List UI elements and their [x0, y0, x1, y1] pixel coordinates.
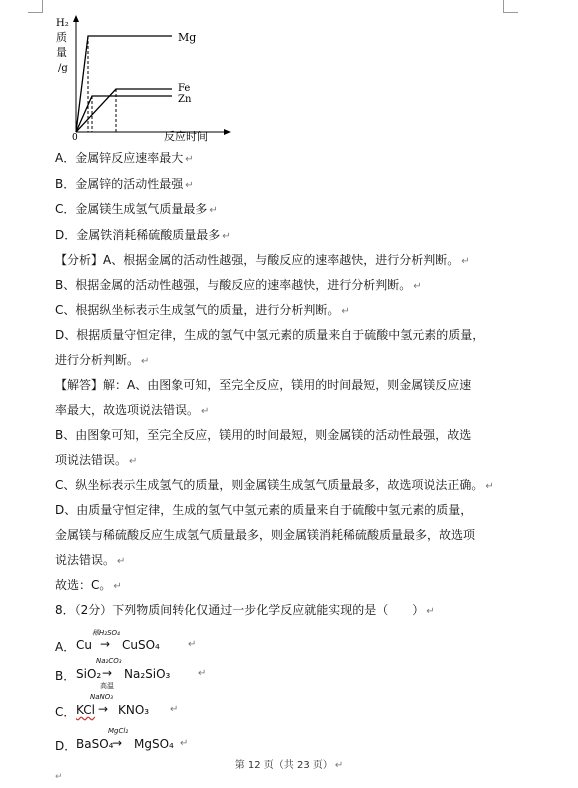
q7-option-b: B．金属锌的活动性最强 ↵	[55, 177, 194, 191]
mg-curve	[76, 36, 172, 132]
solution-line-3: B、由图象可知，至完全反应，镁用的时间最短，则金属镁的活动性最强，故选	[55, 428, 472, 442]
y-axis-label-3: 量	[56, 46, 67, 59]
x-axis-label: 反应时间	[164, 130, 208, 142]
solution-line-2: 率最大，故选项说法错误。 ↵	[55, 403, 210, 417]
q7-option-c: C．金属镁生成氢气质量最多 ↵	[55, 202, 218, 216]
origin-label: 0	[72, 133, 78, 142]
solution-line-8: 说法错误。 ↵	[55, 553, 126, 567]
analysis-line-1: 【分析】A、根据金属的活动性越强，与酸反应的速率越快，进行分析判断。 ↵	[55, 253, 470, 267]
q7-option-d: D．金属铁消耗稀硫酸质量最多 ↵	[55, 228, 231, 242]
solution-heading: 【解答】	[55, 378, 104, 392]
analysis-line-2: B、根据金属的活动性越强，与酸反应的速率越快，进行分析判断。 ↵	[55, 278, 422, 292]
analysis-line-3: C、根据纵坐标表示生成氢气的质量，进行分析判断。 ↵	[55, 303, 350, 317]
y-axis-label-2: 质	[56, 31, 67, 44]
series-label-fe: Fe	[178, 83, 191, 94]
crop-mark-top-left	[28, 0, 43, 13]
analysis-heading: 【分析】	[55, 253, 104, 267]
y-axis-label-1: H₂	[56, 18, 69, 29]
solution-line-5: C、纵坐标表示生成氢气的质量，则金属镁生成氢气质量最多，故选项说法正确。 ↵	[55, 478, 494, 492]
analysis-line-4: D、根据质量守恒定律，生成的氢气中氢元素的质量来自于硫酸中氢元素的质量，	[55, 328, 485, 342]
page-footer: 第 12 页（共 23 页） ↵	[234, 760, 344, 771]
zn-curve	[76, 96, 172, 132]
crop-mark-top-right	[503, 0, 518, 13]
series-label-zn: Zn	[178, 94, 192, 105]
solution-line-6: D、由质量守恒定律，生成的氢气中氢元素的质量来自于硫酸中氢元素的质量，	[55, 503, 473, 517]
solution-line-7: 金属镁与稀硫酸反应生成氢气质量最多，则金属镁消耗稀硫酸质量最多，故选项	[55, 528, 476, 542]
analysis-line-5: 进行分析判断。 ↵	[55, 353, 150, 367]
paragraph-mark: ↵	[55, 772, 63, 782]
solution-line-4: 项说法错误。 ↵	[55, 453, 138, 467]
y-axis-label-4: /g	[58, 63, 68, 74]
q8-stem: 8．（2分）下列物质间转化仅通过一步化学反应就能实现的是（ ） ↵	[55, 603, 435, 617]
series-label-mg: Mg	[178, 31, 197, 44]
solution-line-1: 【解答】解：A、由图象可知，至完全反应，镁用的时间最短，则金属镁反应速	[55, 378, 472, 392]
q7-option-a: A．金属锌反应速率最大 ↵	[55, 151, 194, 165]
hydrogen-mass-graph	[50, 14, 240, 142]
answer-line: 故选：C。 ↵	[55, 578, 122, 592]
